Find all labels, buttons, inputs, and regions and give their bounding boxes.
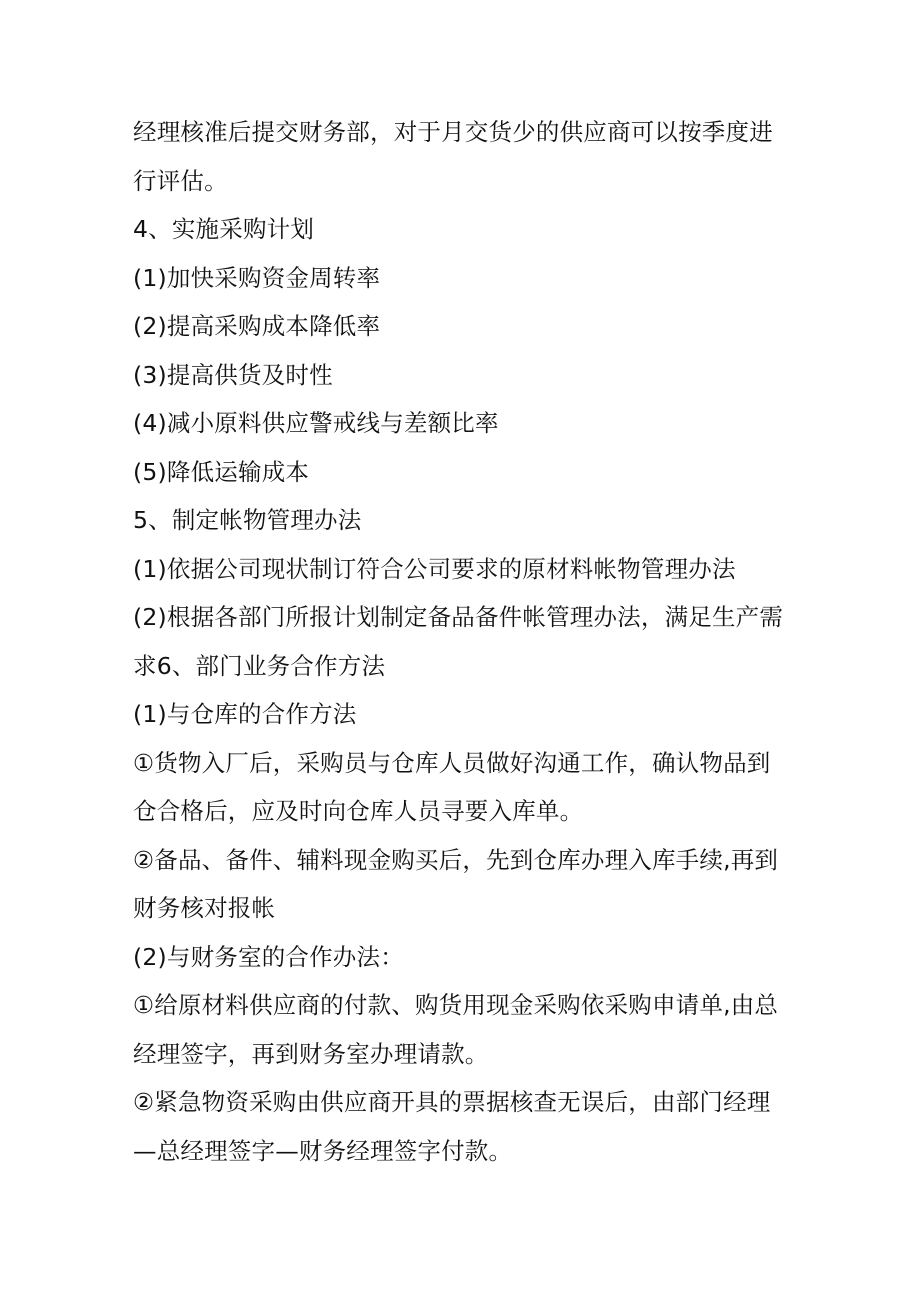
list-item-account-2: (2)根据各部门所报计划制定备品备件帐管理办法，满足生产需求6、部门业务合作方法 <box>133 603 784 680</box>
list-item-account-1: (1)依据公司现状制订符合公司要求的原材料帐物管理办法 <box>133 554 736 583</box>
document-body <box>133 108 793 1175</box>
list-item-plan-1: (1)加快采购资金周转率 <box>133 263 381 292</box>
subheading-warehouse-cooperation: (1)与仓库的合作方法 <box>133 700 357 728</box>
heading-account-management: 5、制定帐物管理办法 <box>133 506 362 534</box>
paragraph-warehouse-2: ②备品、备件、辅料现金购买后，先到仓库办理入库手续,再到财务核对报帐 <box>133 845 779 922</box>
list-item-plan-4: (4)减小原料供应警戒线与差额比率 <box>133 409 499 437</box>
paragraph-finance-1: ①给原材料供应商的付款、购货用现金采购依采购申请单,由总经理签字，再到财务室办理请款。 <box>133 991 779 1068</box>
list-item-plan-3: (3)提高供货及时性 <box>133 360 333 389</box>
list-item-plan-5: (5)降低运输成本 <box>133 457 310 486</box>
subheading-finance-cooperation: (2)与财务室的合作办法： <box>133 942 404 971</box>
list-item-plan-2: (2)提高采购成本降低率 <box>133 312 381 340</box>
paragraph-finance-2: ②紧急物资采购由供应商开具的票据核查无误后，由部门经理—总经理签字—财务经理签字付款。 <box>133 1088 771 1165</box>
paragraph-evaluation: 经理核准后提交财务部，对于月交货少的供应商可以按季度进行评估。 <box>133 118 773 195</box>
heading-implement-plan: 4、实施采购计划 <box>133 215 315 243</box>
paragraph-warehouse-1: ①货物入厂后，采购员与仓库人员做好沟通工作，确认物品到仓合格后，应及时向仓库人员寻要入库单。 <box>133 748 771 825</box>
